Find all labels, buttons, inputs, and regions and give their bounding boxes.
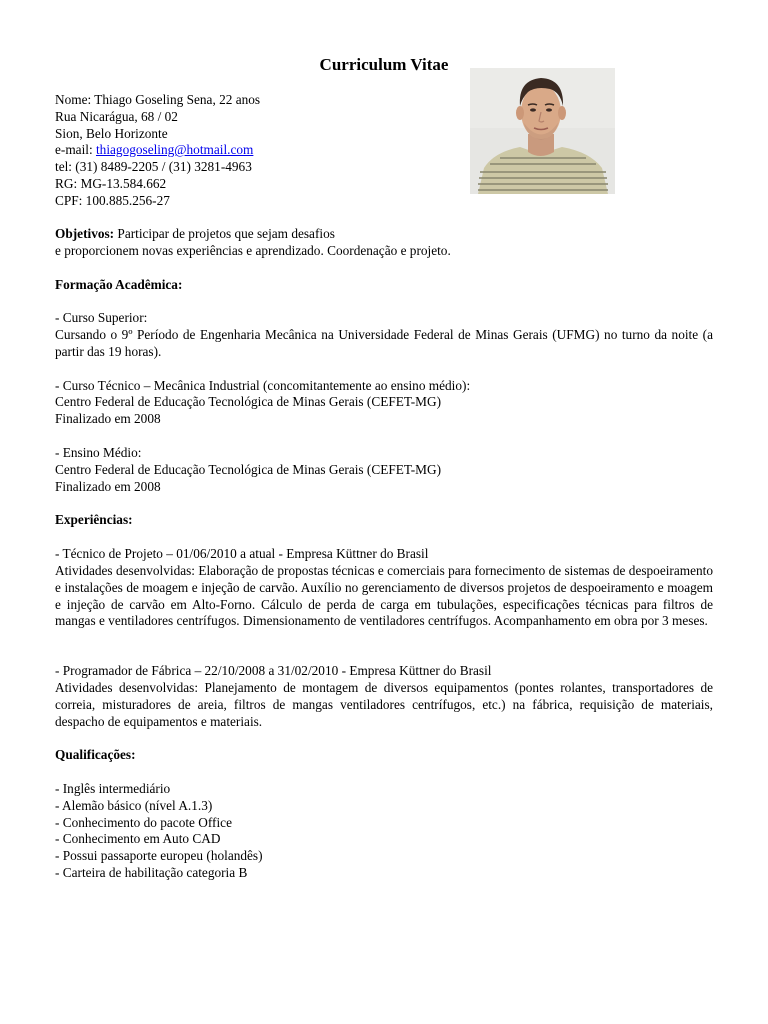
experience-item-2-description: Atividades desenvolvidas: Planejamento de montagem de diversos equipamentos (pontes rolantes, transportadores de correia, misturadores de areia, filtros de mangas ventiladores centrífugos, etc.) na fábrica, requisição de materiais, despacho de equipamentos e materiais. bbox=[55, 680, 713, 729]
list-item: - Alemão básico (nível A.1.3) bbox=[55, 797, 213, 813]
education-item-3-title: - Ensino Médio: bbox=[55, 445, 142, 460]
qualifications-list bbox=[55, 781, 713, 882]
objectives-line-2: e proporcionem novas experiências e aprendizado. Coordenação e projeto. bbox=[55, 243, 451, 258]
list-item: - Carteira de habilitação categoria B bbox=[55, 864, 248, 880]
email-label: e-mail: bbox=[55, 142, 96, 157]
list-item: - Conhecimento em Auto CAD bbox=[55, 831, 221, 847]
experience-item-1-title: - Técnico de Projeto – 01/06/2010 a atual - Empresa Küttner do Brasil bbox=[55, 546, 429, 561]
cpf-line: CPF: 100.885.256-27 bbox=[55, 193, 170, 208]
list-item: - Possui passaporte europeu (holandês) bbox=[55, 848, 263, 864]
education-item-2-institution: Centro Federal de Educação Tecnológica de Minas Gerais (CEFET-MG) bbox=[55, 394, 442, 409]
objectives-line-1 bbox=[55, 226, 335, 243]
profile-photo bbox=[470, 68, 615, 194]
email-link[interactable]: thiagogoseling@hotmail.com bbox=[95, 142, 254, 157]
document-title: Curriculum Vitae bbox=[319, 55, 449, 74]
address-line-2: Sion, Belo Horizonte bbox=[55, 126, 168, 141]
list-item: - Inglês intermediário bbox=[55, 781, 171, 796]
education-item-3-status: Finalizado em 2008 bbox=[55, 479, 161, 494]
address-line-1: Rua Nicarágua, 68 / 02 bbox=[55, 109, 178, 124]
phone-line: tel: (31) 8489-2205 / (31) 3281-4963 bbox=[55, 159, 252, 174]
education-item-1-title: - Curso Superior: bbox=[55, 310, 148, 325]
education-item-3-institution: Centro Federal de Educação Tecnológica de Minas Gerais (CEFET-MG) bbox=[55, 462, 442, 477]
experience-heading: Experiências: bbox=[55, 512, 133, 527]
education-item-1-detail: Cursando o 9º Período de Engenharia Mecânica na Universidade Federal de Minas Gerais (UFMG) no turno da noite (a partir das 19 horas). bbox=[55, 327, 713, 359]
objectives-heading: Objetivos: bbox=[55, 226, 115, 241]
name-line: Nome: Thiago Goseling Sena, 22 anos bbox=[55, 92, 261, 107]
rg-line: RG: MG-13.584.662 bbox=[55, 176, 167, 191]
education-item-2-title: - Curso Técnico – Mecânica Industrial (concomitantemente ao ensino médio): bbox=[55, 378, 471, 393]
profile-photo-image bbox=[470, 68, 615, 194]
qualifications-heading: Qualificações: bbox=[55, 747, 136, 762]
experience-item-2-title: - Programador de Fábrica – 22/10/2008 a 31/02/2010 - Empresa Küttner do Brasil bbox=[55, 663, 492, 678]
experience-item-1-description: Atividades desenvolvidas: Elaboração de propostas técnicas e comerciais para fornecimento de sistemas de despoeiramento e instalações de moagem e injeção de carvão. Auxílio no gerenciamento de diversos projetos de despoeiramento e moagem e injeção de carvão em Alto-Forno. Cálculo de perda de carga em tubulações, especificações técnicas para filtros de mangas e ventiladores centrífugos. Dimensionamento de ventiladores centrífugos. Acompanhamento em obra por 3 meses. bbox=[55, 563, 713, 629]
list-item: - Conhecimento do pacote Office bbox=[55, 814, 232, 830]
email-line bbox=[55, 142, 253, 159]
education-heading: Formação Acadêmica: bbox=[55, 277, 183, 292]
objectives-text-1: Participar de projetos que sejam desafios bbox=[114, 226, 335, 241]
education-item-2-status: Finalizado em 2008 bbox=[55, 411, 161, 426]
